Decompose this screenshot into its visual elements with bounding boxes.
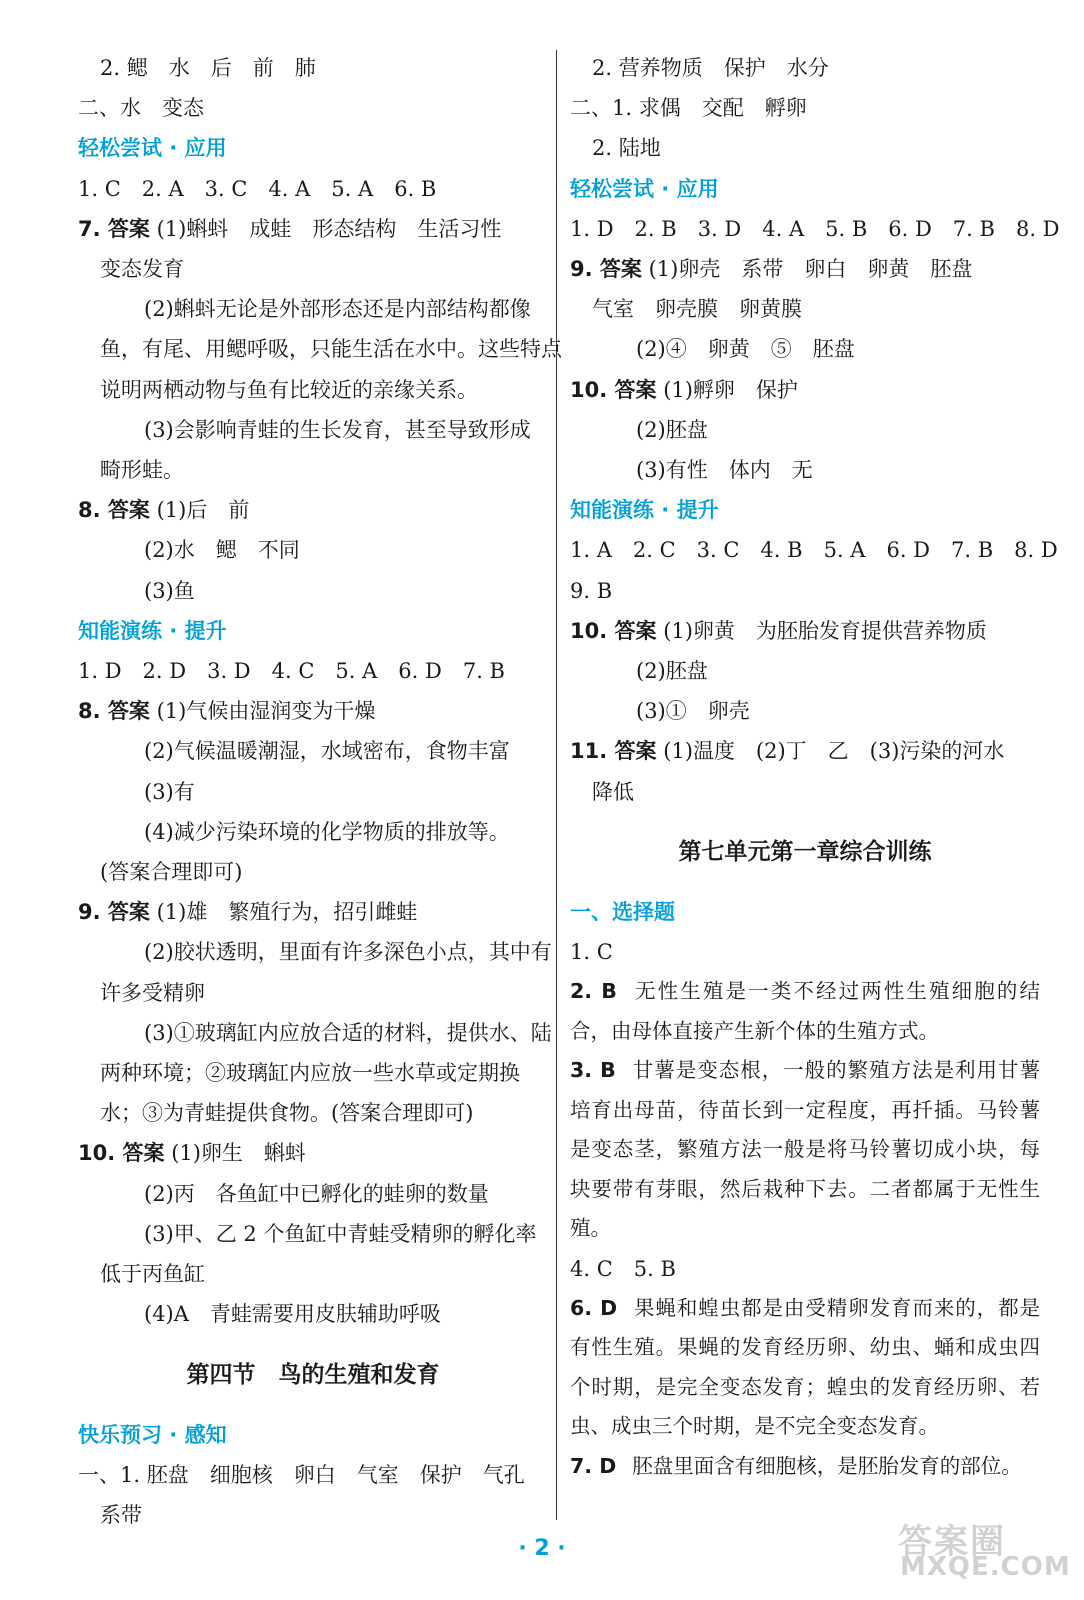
answer-line [570,731,1040,771]
section-heading: 一、选择题 [570,899,675,924]
page-number: · 2 · [518,1536,566,1561]
explanation [570,1051,1040,1249]
section-heading: 知能演练 · 提升 [78,618,227,643]
section-heading: 轻松尝试 · 应用 [78,136,227,161]
explanation [570,1289,1040,1447]
answer-label: 9. 答案 [570,257,642,282]
explanation [570,972,1040,1051]
answer-line: 9. B [570,578,613,603]
answer-line [78,490,548,530]
answer-line: (3)有性 体内 无 [636,458,813,483]
answer-label: 9. 答案 [78,900,150,925]
answer-line: (答案合理即可) [100,860,243,885]
answer-label: 8. 答案 [78,699,150,724]
answer-line: 1. A 2. C 3. C 4. B 5. A 6. D 7. B 8. D [570,538,1058,563]
answer-line [78,892,548,932]
answer-line: (2)胚盘 [636,417,708,442]
question-number: 6. D [570,1295,618,1320]
answer-line: (2)胚盘 [636,659,708,684]
answer-line: 一、1. 胚盘 细胞核 卵白 气室 保护 气孔 [78,1462,525,1487]
section-title: 第四节 鸟的生殖和发育 [186,1361,440,1388]
answer-line: 系带 [100,1502,142,1527]
answer-line: 两种环境；②玻璃缸内应放一些水草或定期换 [100,1061,520,1086]
answer-line: (2)胶状透明，里面有许多深色小点，其中有 [144,940,552,965]
answer-line: (3)① 卵壳 [636,699,750,724]
answer-line: (2)蝌蚪无论是外部形态还是内部结构都像 [144,297,531,322]
explanation-text: 甘薯是变态根，一般的繁殖方法是利用甘薯培育出母苗，待苗长到一定程度，再扦插。马铃薯是变态茎，繁殖方法一般是将马铃薯切成小块，每块要带有芽眼，然后栽种下去。二者都属于无性生殖。 [570,1058,1040,1241]
answer-text: (1)气候由湿润变为干燥 [149,699,376,724]
section-title: 第七单元第一章综合训练 [678,838,932,865]
answer-line: 1. D 2. B 3. D 4. A 5. B 6. D 7. B 8. D [570,216,1060,241]
answer-line: 二、1. 求偶 交配 孵卵 [570,96,807,121]
answer-line: (3)会影响青蛙的生长发育，甚至导致形成 [144,417,531,442]
answer-line [570,370,1040,410]
answer-line: (3)鱼 [144,578,195,603]
answer-line [570,611,1040,651]
answer-text: (1)卵生 蝌蚪 [164,1141,306,1166]
answer-line: 水；③为青蛙提供食物。(答案合理即可) [100,1101,474,1126]
watermark-logo [890,1514,1071,1584]
answer-line: (2)气候温暖潮湿，水域密布，食物丰富 [144,739,510,764]
answer-line: 说明两栖动物与鱼有比较近的亲缘关系。 [100,377,478,402]
explanation-text: 果蝇和蝗虫都是由受精卵发育而来的，都是有性生殖。果蝇的发育经历卵、幼虫、蛹和成虫四个时期，是完全变态发育；蝗虫的发育经历卵、若虫、成虫三个时期，是不完全变态发育。 [570,1295,1040,1439]
answer-line: (2)④ 卵黄 ⑤ 胚盘 [636,337,855,362]
answer-line: 4. C 5. B [570,1256,676,1281]
answer-line [78,1133,548,1173]
answer-line: 鱼，有尾、用鳃呼吸，只能生活在水中。这些特点 [100,337,562,362]
answer-text: (1)雄 繁殖行为，招引雌蛙 [149,900,418,925]
answer-text: (1)卵壳 系带 卵白 卵黄 胚盘 [641,257,973,282]
answer-line: 1. C 2. A 3. C 4. A 5. A 6. B [78,176,437,201]
answer-line: (3)①玻璃缸内应放合适的材料，提供水、陆 [144,1020,552,1045]
section-heading: 快乐预习 · 感知 [78,1422,227,1447]
answer-line [570,249,1040,289]
answer-line: 低于丙鱼缸 [100,1262,205,1287]
answer-label: 7. 答案 [78,216,150,241]
answer-text: (1)温度 (2)丁 乙 (3)污染的河水 [656,739,1005,764]
answer-line [78,691,548,731]
answer-line: 降低 [592,779,634,804]
question-number: 3. B [570,1058,616,1083]
answer-line: (3)甲、乙 2 个鱼缸中青蛙受精卵的孵化率 [144,1221,537,1246]
section-heading: 知能演练 · 提升 [570,498,719,523]
question-number: 7. D [570,1453,617,1478]
answer-line: 气室 卵壳膜 卵黄膜 [592,297,802,322]
answer-line: (2)水 鳃 不同 [144,538,300,563]
explanation-text: 胚盘里面含有细胞核，是胚胎发育的部位。 [632,1453,1022,1478]
answer-text: (1)蝌蚪 成蛙 形态结构 生活习性 [149,216,502,241]
answer-label: 11. 答案 [570,739,657,764]
answer-line: 2. 营养物质 保护 水分 [592,56,829,80]
column-divider [556,50,557,1520]
left-column [78,48,562,1535]
answer-line: (3)有 [144,779,195,804]
explanation [570,1447,1040,1487]
answer-text: (1)卵黄 为胚胎发育提供营养物质 [656,618,987,643]
answer-line: 1. D 2. D 3. D 4. C 5. A 6. D 7. B [78,659,505,684]
answer-text: (1)后 前 [149,498,250,523]
right-column [570,48,1060,1486]
answer-line: 畸形蛙。 [100,458,184,483]
watermark-url: MXQE.COM [900,1552,1071,1582]
watermark-text: 答案圈 [898,1522,1006,1562]
answer-label: 8. 答案 [78,498,150,523]
answer-line: 变态发育 [100,257,184,282]
answer-line: 许多受精卵 [100,980,205,1005]
question-number: 2. B [570,979,617,1004]
answer-line: 二、水 变态 [78,96,204,121]
answer-text: (1)孵卵 保护 [656,377,798,402]
explanation-text: 无性生殖是一类不经过两性生殖细胞的结合，由母体直接产生新个体的生殖方式。 [570,979,1040,1043]
answer-label: 10. 答案 [570,377,657,402]
answer-line: (2)丙 各鱼缸中已孵化的蛙卵的数量 [144,1181,489,1206]
answer-label: 10. 答案 [78,1141,165,1166]
answer-line: (4)减少污染环境的化学物质的排放等。 [144,819,510,844]
answer-line: 1. C [570,940,613,965]
answer-label: 10. 答案 [570,618,657,643]
answer-line: (4)A 青蛙需要用皮肤辅助呼吸 [144,1302,441,1327]
answer-line: 2. 鳃 水 后 前 肺 [100,56,316,80]
answer-line [78,209,548,249]
answer-line: 2. 陆地 [592,136,661,161]
section-heading: 轻松尝试 · 应用 [570,176,719,201]
